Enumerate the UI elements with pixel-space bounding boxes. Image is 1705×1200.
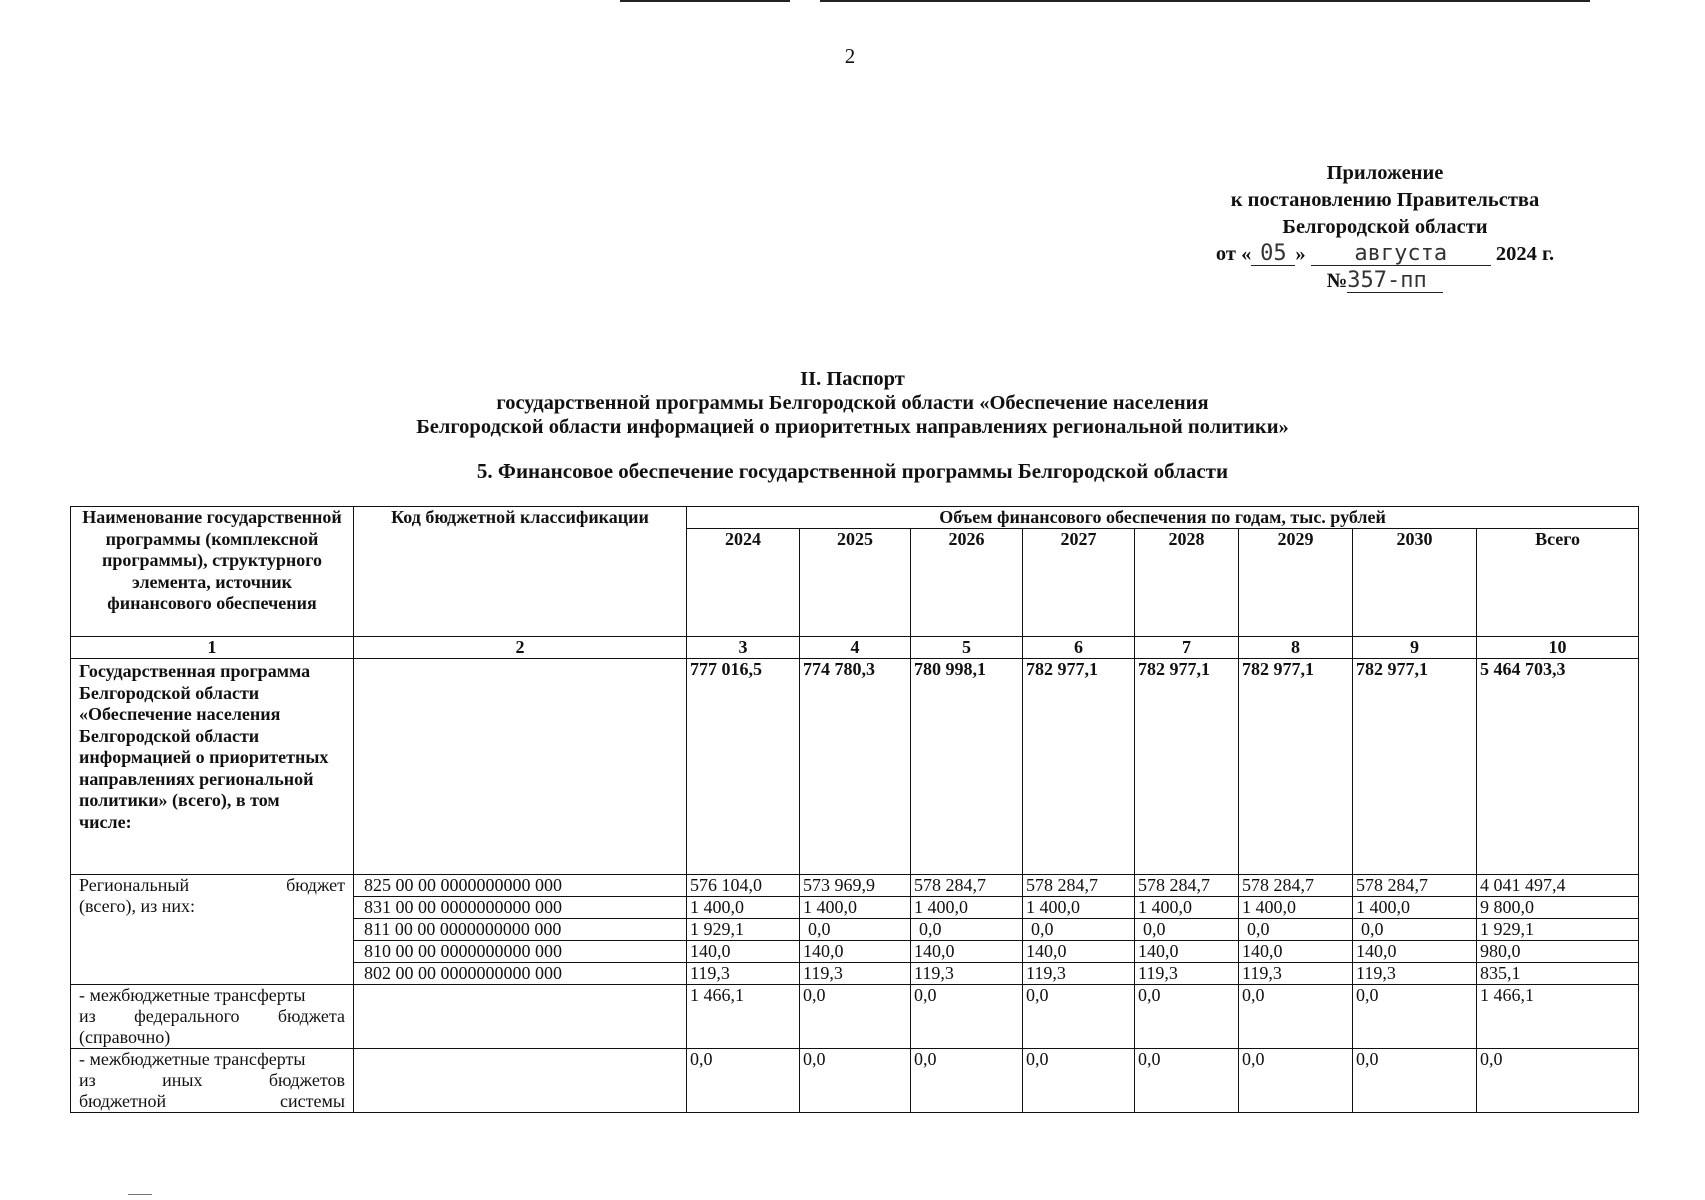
budget-code: 831 00 00 0000000000 000 <box>354 897 687 919</box>
budget-value: 1 929,1 <box>687 919 800 941</box>
program-value: 782 977,1 <box>1135 659 1239 875</box>
program-name: Государственная программа Белгородской области «Обеспечение населения Белгородской области информацией о приоритетных направлениях региональной политики» (всего), в том числе: <box>71 659 354 875</box>
regional-name-line-2: (всего), из них: <box>79 896 196 916</box>
column-number: 8 <box>1239 637 1353 659</box>
date-prefix: от « <box>1215 243 1252 265</box>
other-transfers-value: 0,0 <box>911 1049 1023 1113</box>
section-title: 5. Финансовое обеспечение государственной программы Белгородской области <box>476 459 1229 483</box>
other-transfers-line-2 <box>79 1070 345 1091</box>
budget-value: 119,3 <box>1135 963 1239 985</box>
program-code <box>354 659 687 875</box>
federal-transfers-line-2 <box>79 1006 345 1027</box>
budget-value: 1 929,1 <box>1477 919 1639 941</box>
header-row-top <box>71 507 1639 529</box>
date-mid: » <box>1295 243 1306 265</box>
other-transfers-line-1: - межбюджетные трансферты <box>79 1049 306 1069</box>
header-year: 2029 <box>1239 529 1353 637</box>
budget-value: 578 284,7 <box>1239 875 1353 897</box>
budget-value: 980,0 <box>1477 941 1639 963</box>
federal-transfers-word: бюджета <box>277 1006 345 1026</box>
budget-value: 578 284,7 <box>1135 875 1239 897</box>
date-month: августа <box>1311 243 1491 266</box>
column-number: 2 <box>354 637 687 659</box>
other-transfers-name <box>71 1049 354 1113</box>
other-transfers-value: 0,0 <box>687 1049 800 1113</box>
budget-value: 1 400,0 <box>687 897 800 919</box>
column-number: 10 <box>1477 637 1639 659</box>
budget-value: 119,3 <box>1023 963 1135 985</box>
other-transfers-word: иных <box>162 1070 203 1090</box>
federal-transfers-value: 1 466,1 <box>1477 985 1639 1049</box>
budget-value: 140,0 <box>1135 941 1239 963</box>
program-value: 782 977,1 <box>1239 659 1353 875</box>
budget-value: 0,0 <box>1135 919 1239 941</box>
federal-transfers-word: федерального <box>134 1006 240 1026</box>
column-number: 9 <box>1353 637 1477 659</box>
budget-value: 835,1 <box>1477 963 1639 985</box>
budget-value: 578 284,7 <box>911 875 1023 897</box>
federal-transfers-code <box>354 985 687 1049</box>
regional-name-word-1: Региональный <box>79 875 190 895</box>
budget-value: 0,0 <box>800 919 911 941</box>
header-year: 2030 <box>1353 529 1477 637</box>
budget-value: 0,0 <box>1023 919 1135 941</box>
federal-transfers-value: 1 466,1 <box>687 985 800 1049</box>
program-value: 782 977,1 <box>1353 659 1477 875</box>
date-day: 05 <box>1251 243 1295 266</box>
budget-value: 119,3 <box>1239 963 1353 985</box>
other-transfers-code <box>354 1049 687 1113</box>
header-volume: Объем финансового обеспечения по годам, тыс. рублей <box>687 507 1639 529</box>
budget-value: 1 400,0 <box>1353 897 1477 919</box>
scan-mark <box>128 1194 152 1195</box>
appendix-date-line <box>1180 241 1590 268</box>
budget-code: 811 00 00 0000000000 000 <box>354 919 687 941</box>
budget-value: 140,0 <box>1023 941 1135 963</box>
appendix-line-3: Белгородской области <box>1282 216 1488 238</box>
budget-code: 810 00 00 0000000000 000 <box>354 941 687 963</box>
program-value: 774 780,3 <box>800 659 911 875</box>
budget-value: 573 969,9 <box>800 875 911 897</box>
title-line-2: государственной программы Белгородской области «Обеспечение населения <box>496 392 1209 414</box>
federal-transfers-value: 0,0 <box>1135 985 1239 1049</box>
column-number: 4 <box>800 637 911 659</box>
budget-value: 1 400,0 <box>1023 897 1135 919</box>
federal-transfers-row <box>71 985 1639 1049</box>
column-number: 3 <box>687 637 800 659</box>
budget-value: 0,0 <box>1353 919 1477 941</box>
page-number: 2 <box>844 44 856 68</box>
other-transfers-row <box>71 1049 1639 1113</box>
federal-transfers-name <box>71 985 354 1049</box>
other-transfers-line-3 <box>79 1091 345 1112</box>
scan-edge-line <box>620 0 790 2</box>
appendix-block <box>1180 160 1590 295</box>
other-transfers-value: 0,0 <box>1135 1049 1239 1113</box>
other-transfers-value: 0,0 <box>800 1049 911 1113</box>
other-transfers-value: 0,0 <box>1353 1049 1477 1113</box>
other-transfers-word: из <box>79 1070 96 1090</box>
header-year: 2028 <box>1135 529 1239 637</box>
regional-row <box>71 875 1639 897</box>
title-line-3: Белгородской области информацией о приоритетных направлениях региональной политики» <box>416 416 1289 438</box>
budget-value: 1 400,0 <box>1239 897 1353 919</box>
budget-value: 119,3 <box>911 963 1023 985</box>
federal-transfers-line-3: (справочно) <box>79 1027 171 1047</box>
program-value: 5 464 703,3 <box>1477 659 1639 875</box>
federal-transfers-value: 0,0 <box>800 985 911 1049</box>
passport-title <box>180 367 1525 439</box>
column-number-row <box>71 637 1639 659</box>
column-number: 6 <box>1023 637 1135 659</box>
budget-value: 119,3 <box>800 963 911 985</box>
header-year: 2025 <box>800 529 911 637</box>
header-total: Всего <box>1477 529 1639 637</box>
other-transfers-word: бюджетов <box>268 1070 345 1090</box>
budget-value: 140,0 <box>687 941 800 963</box>
title-line-1: II. Паспорт <box>800 368 905 390</box>
other-transfers-value: 0,0 <box>1477 1049 1639 1113</box>
budget-value: 1 400,0 <box>1135 897 1239 919</box>
header-name: Наименование государственной программы (комплексной программы), структурного элемента, источник финансового обеспечения <box>71 507 354 637</box>
program-value: 780 998,1 <box>911 659 1023 875</box>
federal-transfers-value: 0,0 <box>1023 985 1135 1049</box>
regional-name <box>71 875 354 985</box>
program-row <box>71 659 1639 875</box>
header-code: Код бюджетной классификации <box>354 507 687 637</box>
federal-transfers-value: 0,0 <box>1353 985 1477 1049</box>
appendix-line-1: Приложение <box>1326 162 1444 184</box>
budget-code: 825 00 00 0000000000 000 <box>354 875 687 897</box>
program-value: 782 977,1 <box>1023 659 1135 875</box>
column-number: 7 <box>1135 637 1239 659</box>
appendix-line-2: к постановлению Правительства <box>1230 189 1540 211</box>
federal-transfers-value: 0,0 <box>911 985 1023 1049</box>
other-transfers-word: бюджетной <box>79 1091 167 1111</box>
appendix-number-line <box>1180 268 1590 295</box>
scan-edge-line <box>820 0 1590 2</box>
budget-value: 578 284,7 <box>1023 875 1135 897</box>
date-year: 2024 г. <box>1495 243 1555 265</box>
budget-value: 119,3 <box>687 963 800 985</box>
budget-code: 802 00 00 0000000000 000 <box>354 963 687 985</box>
budget-value: 1 400,0 <box>800 897 911 919</box>
financing-table <box>70 506 1639 1113</box>
budget-value: 4 041 497,4 <box>1477 875 1639 897</box>
program-value: 777 016,5 <box>687 659 800 875</box>
budget-value: 140,0 <box>800 941 911 963</box>
federal-transfers-word: из <box>79 1006 96 1026</box>
budget-value: 576 104,0 <box>687 875 800 897</box>
other-transfers-value: 0,0 <box>1239 1049 1353 1113</box>
document-number: 357-пп <box>1347 270 1443 293</box>
other-transfers-value: 0,0 <box>1023 1049 1135 1113</box>
column-number: 5 <box>911 637 1023 659</box>
budget-value: 119,3 <box>1353 963 1477 985</box>
column-number: 1 <box>71 637 354 659</box>
budget-value: 9 800,0 <box>1477 897 1639 919</box>
budget-value: 140,0 <box>1353 941 1477 963</box>
federal-transfers-line-1: - межбюджетные трансферты <box>79 985 306 1005</box>
federal-transfers-value: 0,0 <box>1239 985 1353 1049</box>
budget-value: 140,0 <box>1239 941 1353 963</box>
budget-value: 1 400,0 <box>911 897 1023 919</box>
other-transfers-word: системы <box>280 1091 345 1111</box>
budget-value: 140,0 <box>911 941 1023 963</box>
number-prefix: № <box>1326 270 1348 292</box>
budget-value: 0,0 <box>911 919 1023 941</box>
header-year: 2024 <box>687 529 800 637</box>
budget-value: 578 284,7 <box>1353 875 1477 897</box>
header-year: 2027 <box>1023 529 1135 637</box>
header-year: 2026 <box>911 529 1023 637</box>
regional-name-word-2: бюджет <box>286 875 345 895</box>
budget-value: 0,0 <box>1239 919 1353 941</box>
